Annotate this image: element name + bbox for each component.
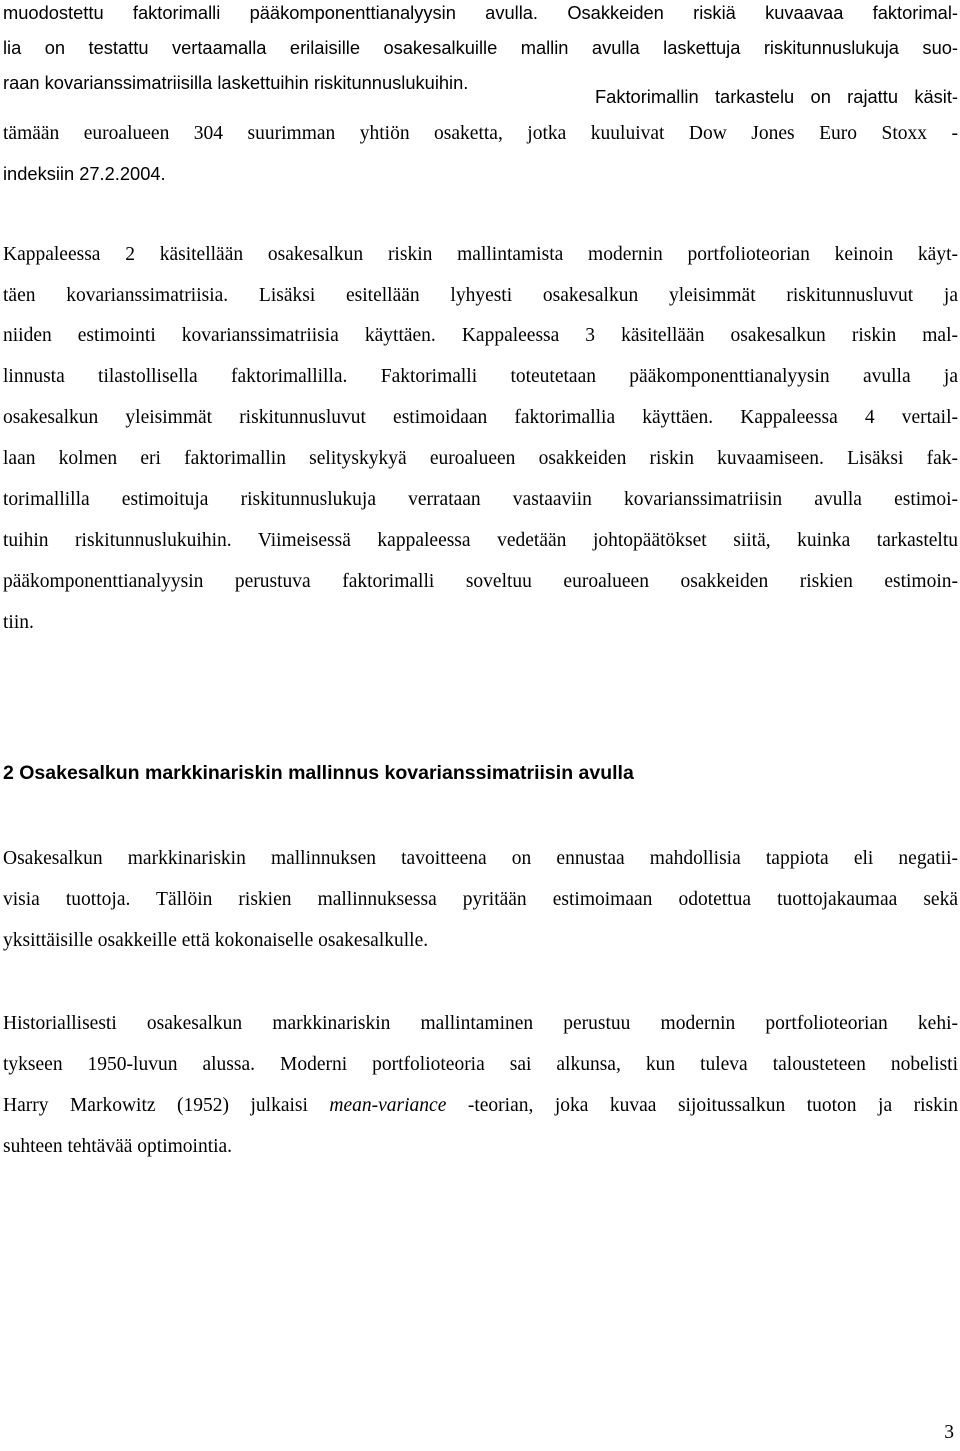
overview-line-9: pääkomponenttianalyysin perustuva faktorimalli soveltuu euroalueen osakkeiden riskien estimoin- (3, 571, 958, 592)
section-p2-line-3-italic: mean-variance (329, 1095, 447, 1116)
overview-line-5a: osakesalkun yleisimmät riskitunnusluvut estimoidaan faktorimallia käyttäen. (3, 407, 741, 428)
intro-line-2: lia on testattu vertaamalla erilaisille osakesalkuille mallin avulla laskettuja riskitunnuslukuja suo- (3, 37, 958, 58)
overview-line-1: Kappaleessa 2 käsitellään osakesalkun riskin mallintamista modernin portfolioteorian keinoin käyt- (3, 244, 958, 265)
section-p2-line-2: tykseen 1950-luvun alussa. Moderni portfolioteoria sai alkunsa, kun tuleva talousteteen nobelisti (3, 1054, 958, 1075)
intro-line-3b: Faktorimallin tarkastelu on rajattu käsit- (595, 86, 958, 107)
overview-line-4 (3, 364, 958, 390)
section-p1-line-1: Osakesalkun markkinariskin mallinnuksen tavoitteena on ennustaa mahdollisia tappiota eli negatii- (3, 848, 958, 869)
section-p2-line-3b: -teorian, joka kuvaa sijoitussalkun tuoton ja riskin (446, 1095, 959, 1116)
overview-line-4b: Faktorimalli toteutetaan pääkomponenttianalyysin avulla ja (380, 366, 958, 387)
intro-line-1-sans-b: Osakkeiden riskiä kuvaavaa faktorimal- (567, 2, 958, 23)
intro-line-3a: raan kovarianssimatriisilla laskettuihin riskitunnuslukuihin. (3, 72, 469, 93)
overview-line-6 (3, 446, 958, 472)
overview-line-4a: linnusta tilastollisella faktorimallilla. (3, 366, 381, 387)
overview-line-2 (3, 283, 958, 309)
overview-line-5 (3, 405, 958, 431)
intro-line-3a-wrap (3, 70, 468, 96)
overview-line-10: tiin. (3, 612, 34, 633)
overview-line-8a: tuihin riskitunnuslukuihin. (3, 530, 258, 551)
section-heading: 2 Osakesalkun markkinariskin mallinnus kovarianssimatriisin avulla (3, 762, 634, 784)
overview-line-8b: Viimeisessä kappaleessa vedetään johtopäätökset siitä, kuinka tarkasteltu (257, 530, 958, 551)
intro-line-4: tämään euroalueen 304 suurimman yhtiön osaketta, jotka kuuluivat Dow Jones Euro Stoxx - (3, 123, 958, 144)
section-p1-line-2: visia tuottoja. Tällöin riskien mallinnuksessa pyritään estimoimaan odotettua tuottojakaumaa sekä (3, 889, 958, 910)
section-p2-line-1: Historiallisesti osakesalkun markkinariskin mallintaminen perustuu modernin portfolioteorian kehi- (3, 1013, 958, 1034)
overview-line-6b: Lisäksi fak- (847, 448, 958, 469)
intro-line-1-sans: muodostettu faktorimalli pääkomponenttianalyysin avulla. (3, 2, 568, 23)
section-p2-line-3a: Harry Markowitz (1952) julkaisi (3, 1095, 330, 1116)
overview-line-8 (3, 528, 958, 554)
overview-line-3a: niiden estimointi kovarianssimatriisia käyttäen. (3, 325, 462, 346)
intro-line-5: indeksiin 27.2.2004. (3, 163, 166, 184)
overview-line-7: torimallilla estimoituja riskitunnuslukuja verrataan vastaaviin kovarianssimatriisin avulla estimoi- (3, 489, 958, 510)
overview-line-3 (3, 323, 958, 349)
section-p2-line-4: suhteen tehtävää optimointia. (3, 1136, 233, 1157)
overview-line-6a: laan kolmen eri faktorimallin selityskykyä euroalueen osakkeiden riskin kuvaamiseen. (3, 448, 848, 469)
overview-line-5b: Kappaleessa 4 vertail- (740, 407, 958, 428)
overview-line-2b: Lisäksi esitellään lyhyesti osakesalkun yleisimmät riskitunnusluvut ja (258, 285, 958, 306)
intro-line-1 (3, 0, 958, 26)
section-p1-line-3: yksittäisille osakkeille että kokonaiselle osakesalkulle. (3, 930, 429, 951)
overview-line-3b: Kappaleessa 3 käsitellään osakesalkun riskin mal- (461, 325, 959, 346)
page-number: 3 (944, 1422, 954, 1443)
section-p2-line-3 (3, 1093, 958, 1119)
overview-line-2a: täen kovarianssimatriisia. (3, 285, 259, 306)
